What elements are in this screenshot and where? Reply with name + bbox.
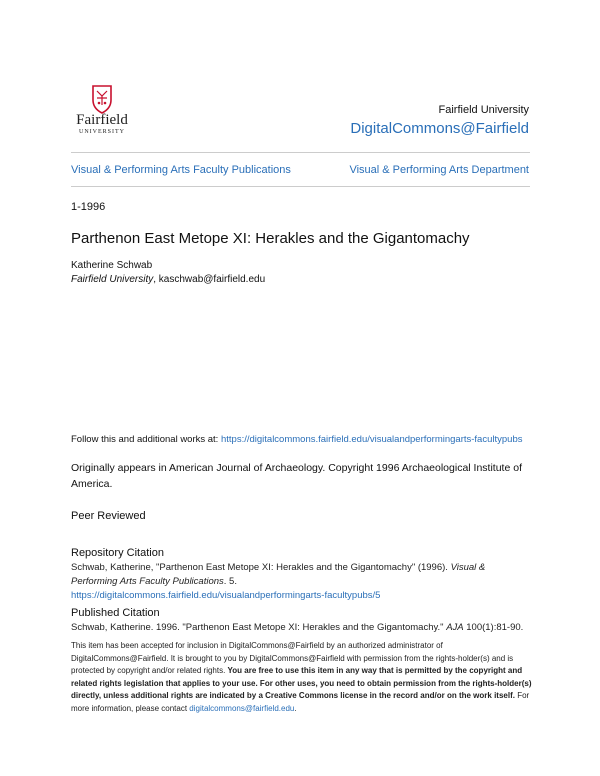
published-citation-heading: Published Citation xyxy=(71,607,160,619)
repository-citation xyxy=(71,561,531,603)
repository-link[interactable]: DigitalCommons@Fairfield xyxy=(350,120,529,137)
university-logo xyxy=(72,84,132,136)
author-email: , kaschwab@fairfield.edu xyxy=(153,274,266,285)
author-name: Katherine Schwab xyxy=(71,260,153,271)
affiliation-name: Fairfield University xyxy=(71,274,154,285)
follow-line xyxy=(71,432,531,447)
published-citation-suffix: 100(1):81-90. xyxy=(463,622,524,633)
rights-notice-bold: You are free to use this item in any way that is permitted by the copyright and related rights legislation that applies to your use. For other uses, you need to obtain permission from the rights-holder(s) directly, unless additional rights are indicated by a Creative Commons license in the record and/or on the work itself. xyxy=(71,666,532,700)
published-citation-text: Schwab, Katherine. 1996. "Parthenon East Metope XI: Herakles and the Gigantomachy." xyxy=(71,622,447,633)
published-citation xyxy=(71,621,531,635)
published-citation-journal: AJA xyxy=(446,622,464,633)
repository-citation-series: Visual & Performing Arts Faculty Publications xyxy=(71,562,486,587)
department-link[interactable]: Visual & Performing Arts Department xyxy=(349,164,529,176)
contact-email-link[interactable]: digitalcommons@fairfield.edu xyxy=(189,703,295,713)
article-title: Parthenon East Metope XI: Herakles and the Gigantomachy xyxy=(71,230,470,247)
collection-url-link[interactable]: https://digitalcommons.fairfield.edu/visualandperformingarts-facultypubs xyxy=(220,434,523,445)
repository-citation-heading: Repository Citation xyxy=(71,547,164,559)
rights-notice-contact: For more information, please contact xyxy=(71,691,530,713)
article-url-link[interactable]: https://digitalcommons.fairfield.edu/visualandperformingarts-facultypubs/5 xyxy=(71,590,381,601)
peer-reviewed-label: Peer Reviewed xyxy=(71,510,146,522)
top-divider xyxy=(71,152,530,153)
rights-notice-end: . xyxy=(294,703,297,713)
logo-subtitle: UNIVERSITY xyxy=(79,129,125,135)
logo-wordmark: Fairfield xyxy=(76,112,128,128)
university-name: Fairfield University xyxy=(438,104,529,116)
rights-notice xyxy=(71,640,533,715)
publication-date: 1-1996 xyxy=(71,201,106,213)
crest-icon xyxy=(72,84,132,114)
repository-citation-suffix: . 5. xyxy=(223,576,237,587)
follow-prefix: Follow this and additional works at: xyxy=(71,434,221,445)
rights-notice-text: This item has been accepted for inclusion in DigitalCommons@Fairfield by an authorized administrator of DigitalCommons@Fairfield. It is brought to you by DigitalCommons@Fairfield with permission from the rights-holder(s) and is protected by copyright and/or related rights. xyxy=(71,641,514,675)
original-publication-note: Originally appears in American Journal of Archaeology. Copyright 1996 Archaeological Institute of America. xyxy=(71,462,522,490)
repository-citation-text: Schwab, Katherine, "Parthenon East Metope XI: Herakles and the Gigantomachy" (1996). xyxy=(71,562,451,573)
collection-link[interactable]: Visual & Performing Arts Faculty Publications xyxy=(71,164,291,176)
bottom-divider xyxy=(71,186,530,187)
author-affiliation xyxy=(71,274,265,285)
